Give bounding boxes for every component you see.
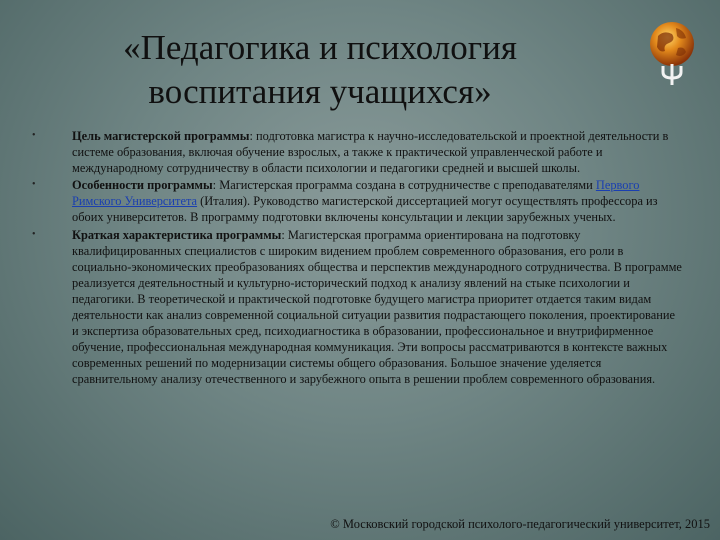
footer-copyright: © Московский городской психолого-педагогический университет, 2015 [330,517,710,531]
list-item [30,128,682,176]
content [30,128,682,389]
bullet-text: : Магистерская программа создана в сотрудничестве с преподавателями [212,178,596,193]
slide-title: «Педагогика и психология воспитания учащихся» [123,28,517,111]
bullet-text: : подготовка магистра к научно-исследовательской и проектной деятельности в системе образования, включая обучение взрослых, а также к практической управленческой работе и международному сотрудничеству в области психологии и педагогики средней и высшей школы. [72,129,669,176]
university-link[interactable]: Первого Римского Университета [72,178,640,209]
bullet-icon: • [32,179,36,191]
bullet-heading: Цель магистерской программы [72,129,250,143]
bullet-text: (Италия). Руководство магистерской диссертацией могут осуществлять профессора из обоих университетов. В программу подготовки включены консультации и лекции зарубежных ученых. [72,194,658,225]
bullet-icon: • [32,130,36,141]
bullet-text: : Магистерская программа ориентирована на подготовку квалифицированных специалистов с широким видением проблем современного образования, его роли в социально-экономических преобразованиях общества и перспектив международного сотрудничества. В программе реализуется деятельностный и культурно-исторический подход к анализу явлений на стыке психологии и педагогики. В теоретической и практической подготовке будущего магистра приоритет отдается таким видам деятельности как анализ современной социальной ситуации развития подрастающего поколения, проектирование и экспертиза образовательных сред, психодиагностика в образовании, профессиональное и внутрифирменное обучение, профессиональная международная коммуникация. Эти вопросы рассматриваются в контексте важных современных решений по модернизации системы общего образования. Большое значение уделяется сравнительному анализу отечественного и зарубежного опыта в решении проблем современного образования. [72,227,682,387]
globe-psi-icon [636,14,708,86]
bullet-heading: Краткая характеристика программы [72,227,282,242]
bullet-heading: Особенности программы [72,178,213,193]
bullet-icon: • [32,228,36,240]
list-item [30,177,682,225]
list-item [30,227,682,388]
